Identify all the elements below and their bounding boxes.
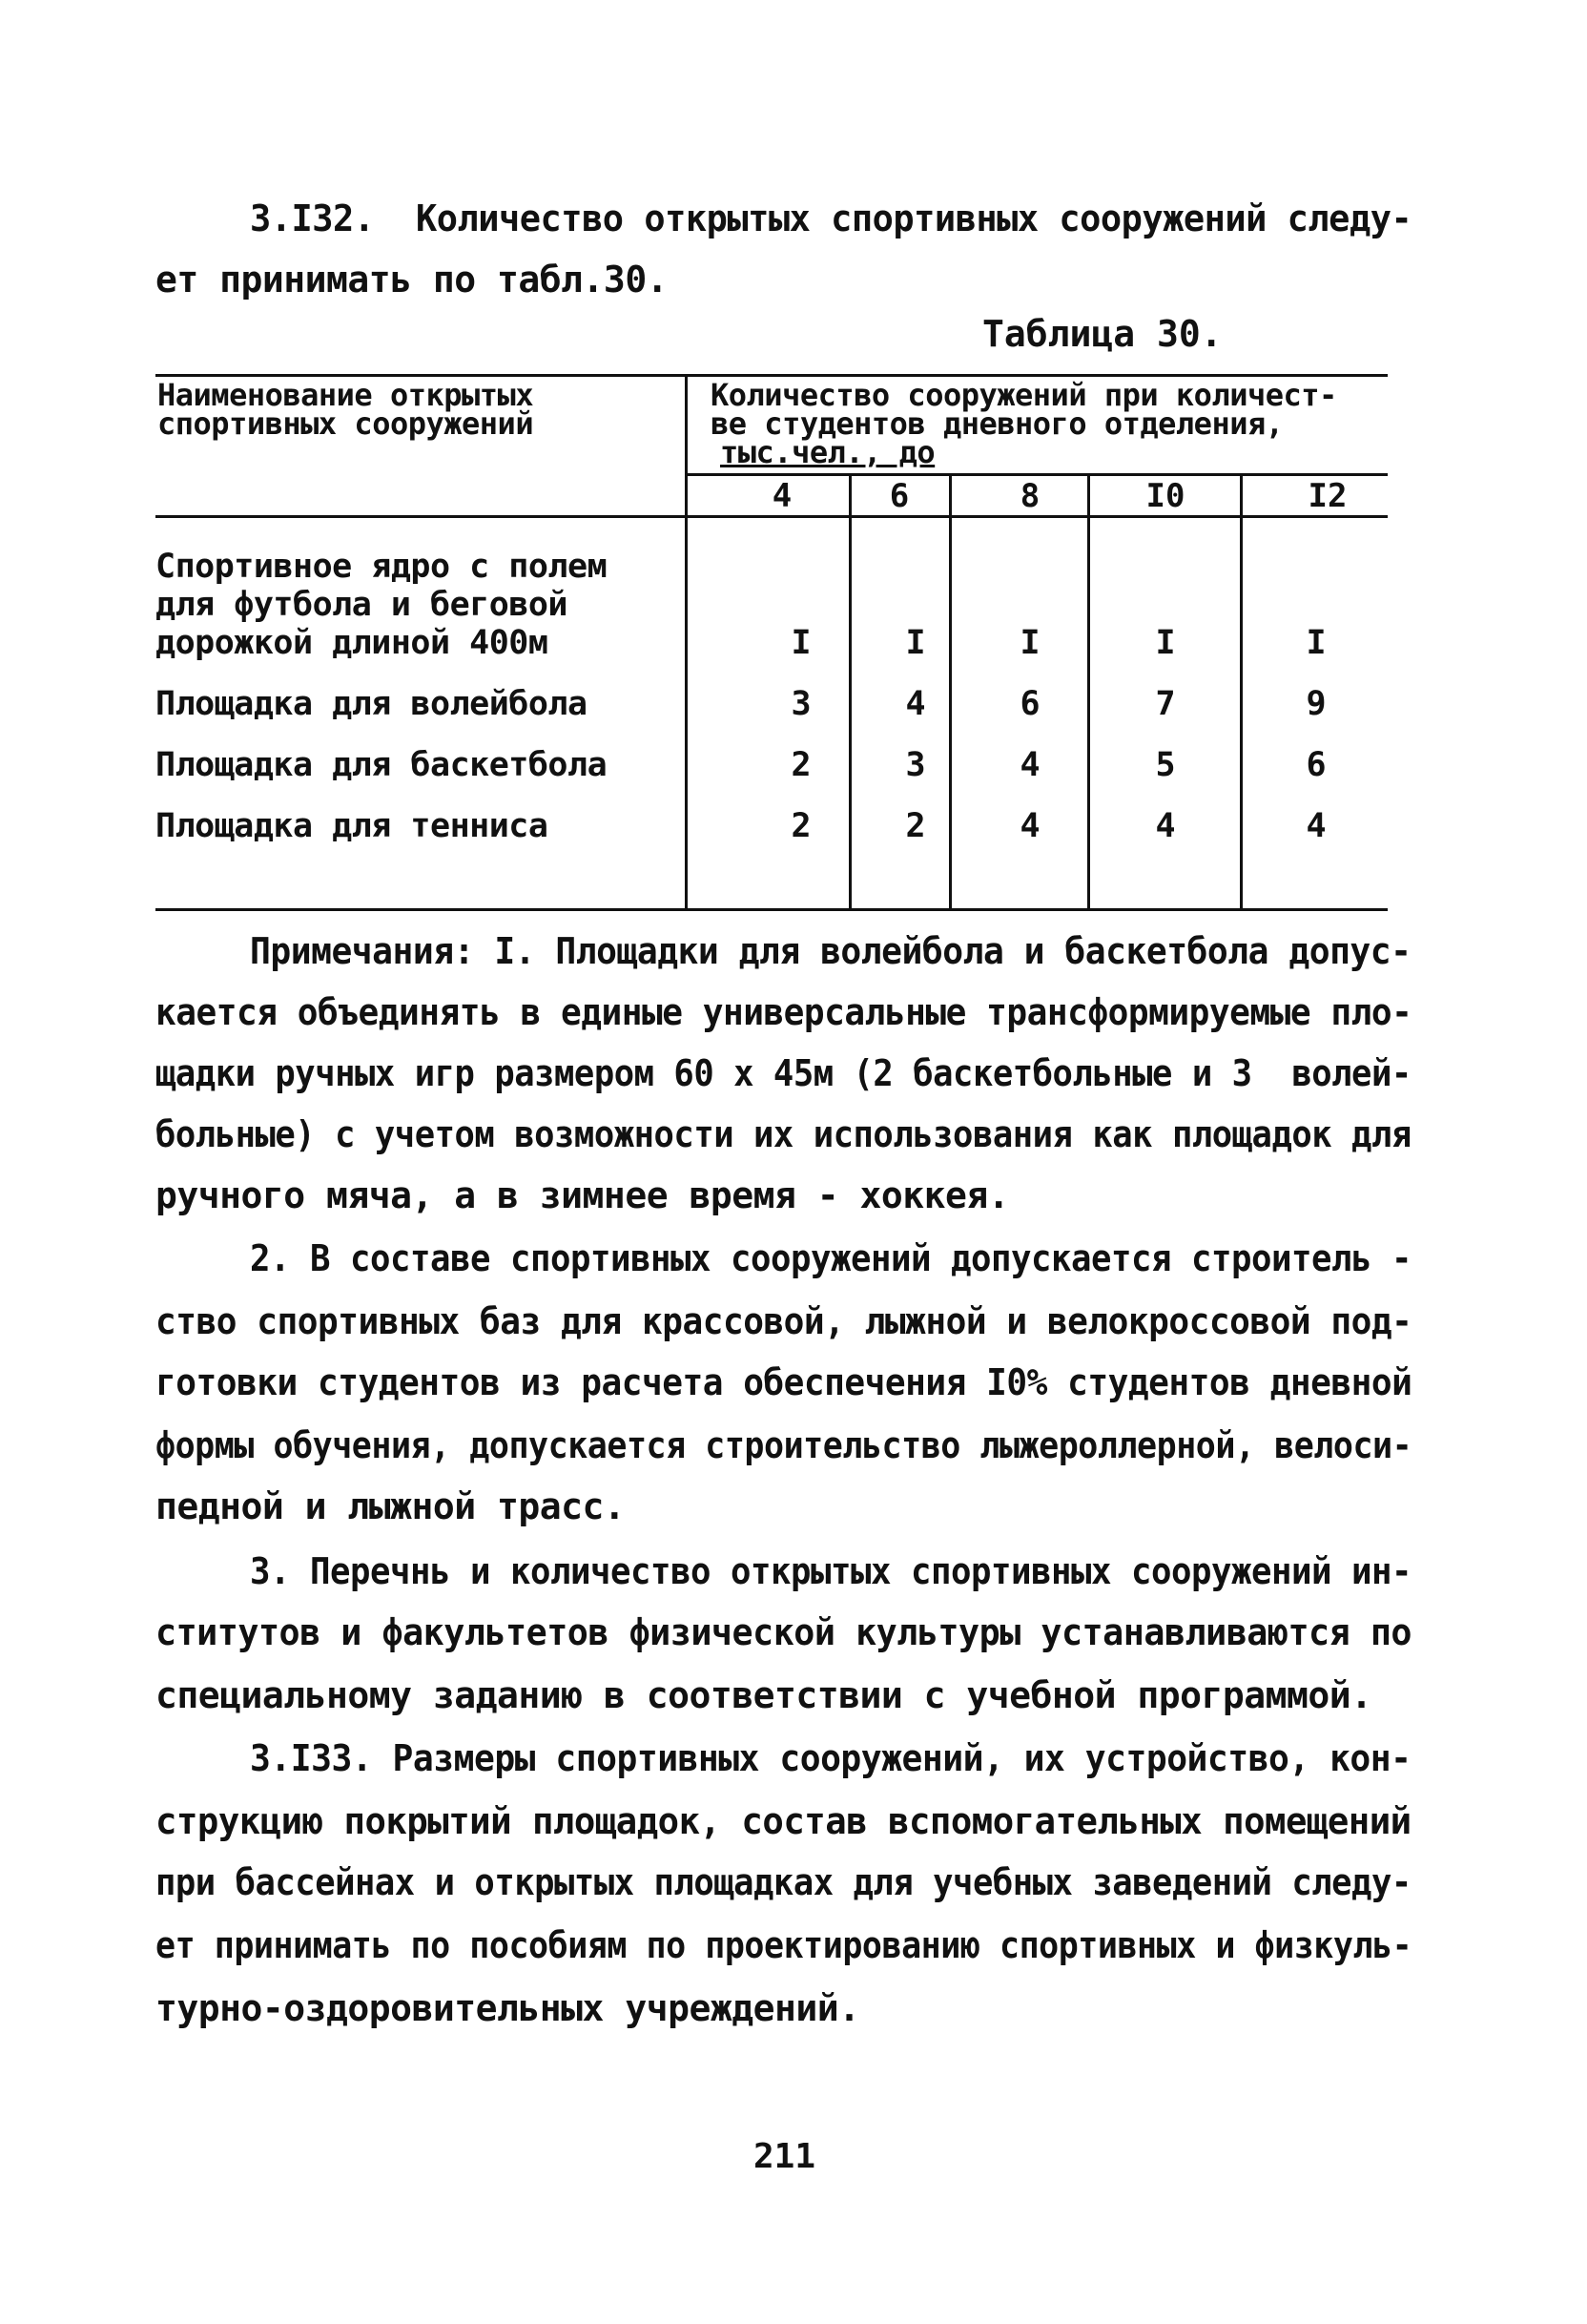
notes-line-7: ство спортивных баз для крассовой, лыжной и велокроссовой под- <box>155 1300 1412 1342</box>
table-title: Таблица 30. <box>982 313 1223 355</box>
row-1-cell-8: I <box>1020 624 1041 662</box>
row-1-cell-6: I <box>905 624 926 662</box>
table-header-bottom-rule <box>155 515 1388 518</box>
row-3-cell-10: 5 <box>1155 746 1176 784</box>
table-divider-col-4 <box>1240 473 1243 908</box>
row-1-cell-12: I <box>1306 624 1327 662</box>
row-3-cell-4: 2 <box>791 746 812 784</box>
row-4-cell-10: 4 <box>1155 807 1176 845</box>
column-header-12: I2 <box>1308 477 1348 515</box>
row-1-cell-10: I <box>1155 624 1176 662</box>
paragraph-3132-line-1: 3.I32. Количество открытых спортивных сооружений следу- <box>250 197 1412 239</box>
notes-line-12: ститутов и факультетов физической культуры устанавливаются по <box>155 1611 1412 1653</box>
row-2-cell-8: 6 <box>1020 685 1041 723</box>
table-header-name-line-2: спортивных сооружений <box>157 405 534 442</box>
row-2-cell-6: 4 <box>905 685 926 723</box>
row-3-cell-12: 6 <box>1306 746 1327 784</box>
row-2-cell-4: 3 <box>791 685 812 723</box>
row-1-name-line-1: Спортивное ядро с полем <box>155 548 608 586</box>
table-divider-name <box>685 374 688 908</box>
table-subheader-rule <box>687 473 1388 476</box>
notes-line-8: готовки студентов из расчета обеспечения I0% студентов дневной <box>155 1361 1412 1403</box>
table-divider-col-3 <box>1087 473 1090 908</box>
table-divider-col-1 <box>849 473 852 908</box>
row-4-cell-12: 4 <box>1306 807 1327 845</box>
table-header-count-line-1: Количество сооружений при количест- <box>711 377 1337 413</box>
paragraph-3133-line-5: турно-оздоровительных учреждений. <box>155 1987 860 2029</box>
table-bottom-rule <box>155 908 1388 911</box>
paragraph-3133-line-2: струкцию покрытий площадок, состав вспомогательных помещений <box>155 1800 1412 1842</box>
table-divider-col-2 <box>949 473 952 908</box>
notes-line-2: кается объединять в единые универсальные трансформируемые пло- <box>155 991 1412 1033</box>
paragraph-3132-line-2: ет принимать по табл.30. <box>155 259 669 301</box>
notes-line-11: 3. Перечнь и количество открытых спортивных сооружений ин- <box>250 1550 1412 1592</box>
notes-line-3: щадки ручных игр размером 60 х 45м (2 баскетбольные и 3 волей- <box>155 1052 1412 1094</box>
notes-line-10: педной и лыжной трасс. <box>155 1485 626 1527</box>
row-4-cell-6: 2 <box>905 807 926 845</box>
paragraph-3133-line-1: 3.I33. Размеры спортивных сооружений, их устройство, кон- <box>250 1737 1412 1779</box>
row-3-cell-8: 4 <box>1020 746 1041 784</box>
notes-line-5: ручного мяча, а в зимнее время - хоккея. <box>155 1174 1010 1216</box>
column-header-10: I0 <box>1145 477 1185 515</box>
row-1-name-line-2: для футбола и беговой <box>155 586 568 624</box>
table-header-name-line-1: Наименование открытых <box>157 377 534 413</box>
row-2-cell-10: 7 <box>1155 685 1176 723</box>
paragraph-3133-line-3: при бассейнах и открытых площадках для учебных заведений следу- <box>155 1861 1412 1903</box>
row-1-cell-4: I <box>791 624 812 662</box>
row-4-name: Площадка для тенниса <box>155 807 548 845</box>
column-header-4: 4 <box>772 477 793 515</box>
row-2-name: Площадка для волейбола <box>155 685 587 723</box>
notes-line-4: больные) с учетом возможности их использования как площадок для <box>155 1113 1412 1155</box>
row-4-cell-4: 2 <box>791 807 812 845</box>
notes-line-9: формы обучения, допускается строительство лыжероллерной, велоси- <box>155 1424 1412 1466</box>
row-2-cell-12: 9 <box>1306 685 1327 723</box>
row-3-name: Площадка для баскетбола <box>155 746 608 784</box>
page-number: 211 <box>753 2137 816 2176</box>
table-header-count-line-2: ве студентов дневного отделения, <box>711 405 1284 442</box>
notes-line-6: 2. В составе спортивных сооружений допускается строитель - <box>250 1237 1412 1279</box>
notes-line-13: специальному заданию в соответствии с учебной программой. <box>155 1674 1372 1716</box>
row-1-name-line-3: дорожкой длиной 400м <box>155 624 548 662</box>
column-header-6: 6 <box>889 477 910 515</box>
table-header-count-line-3: тыс.чел., до <box>720 434 936 470</box>
notes-line-1: Примечания: I. Площадки для волейбола и баскетбола допус- <box>250 930 1412 972</box>
column-header-8: 8 <box>1020 477 1041 515</box>
paragraph-3133-line-4: ет принимать по пособиям по проектированию спортивных и физкуль- <box>155 1924 1412 1966</box>
row-3-cell-6: 3 <box>905 746 926 784</box>
row-4-cell-8: 4 <box>1020 807 1041 845</box>
